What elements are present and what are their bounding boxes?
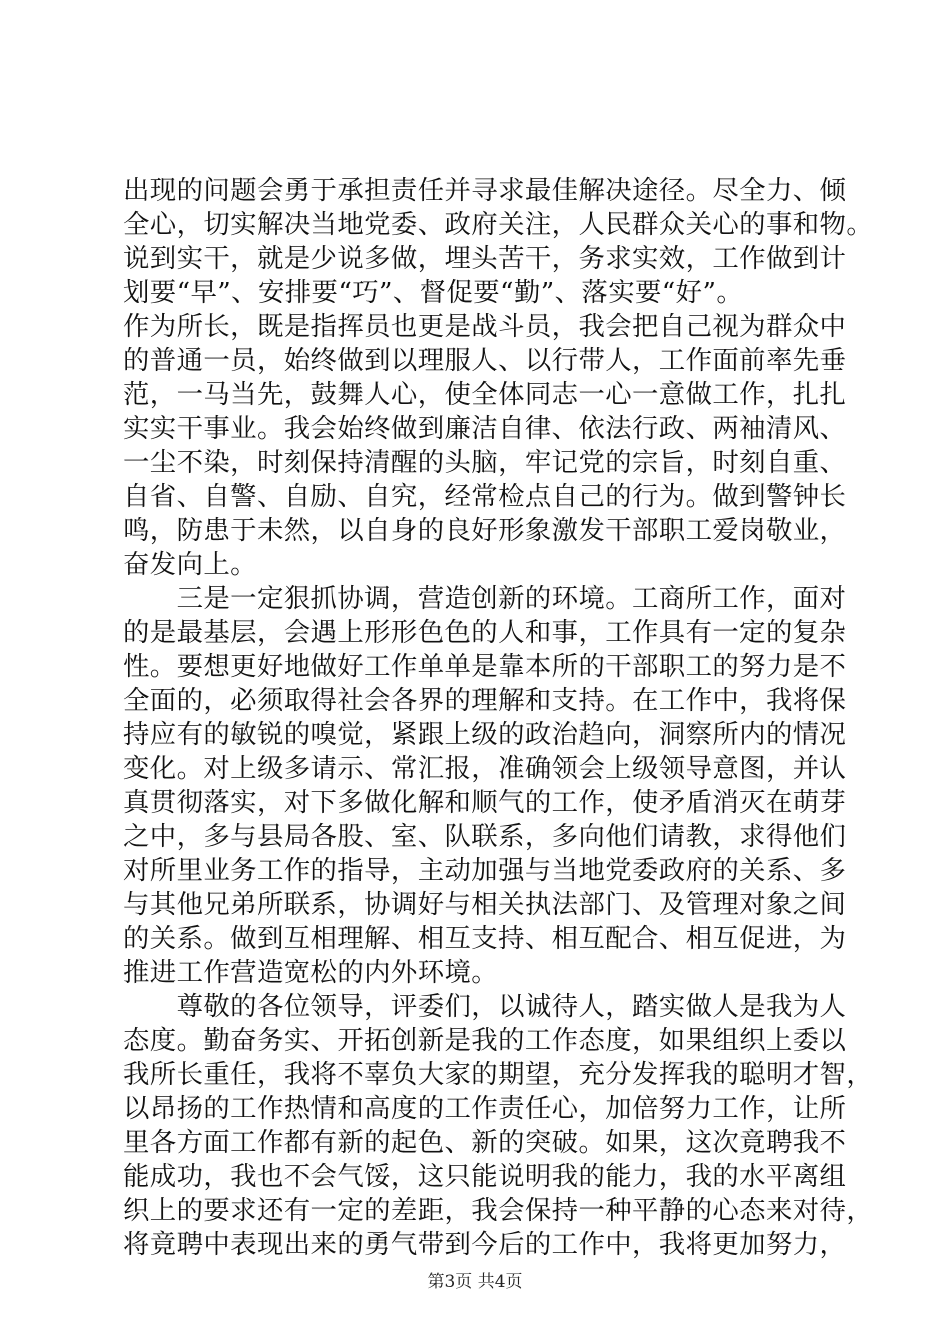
text-line: 鸣，防患于未然，以自身的良好形象激发干部职工爱岗敬业，: [123, 515, 847, 546]
paragraph-start-line: 尊敬的各位领导，评委们，以诚待人，踏实做人是我为人: [123, 991, 847, 1022]
text-line: 之中，多与县局各股、室、队联系，多向他们请教，求得他们: [123, 821, 847, 852]
text-line: 奋发向上。: [123, 549, 257, 580]
text-line: 实实干事业。我会始终做到廉洁自律、依法行政、两袖清风、: [123, 413, 847, 444]
text-line: 能成功，我也不会气馁，这只能说明我的能力，我的水平离组: [123, 1161, 847, 1192]
text-line: 的是最基层，会遇上形形色色的人和事，工作具有一定的复杂: [123, 617, 847, 648]
page-footer: [0, 1272, 950, 1292]
text-line: 真贯彻落实，对下多做化解和顺气的工作，使矛盾消灭在萌芽: [123, 787, 847, 818]
text-line: 我所长重任，我将不辜负大家的期望，充分发挥我的聪明才智，: [123, 1059, 874, 1090]
text-line: 变化。对上级多请示、常汇报，准确领会上级领导意图，并认: [123, 753, 847, 784]
text-line: 一尘不染，时刻保持清醒的头脑，牢记党的宗旨，时刻自重、: [123, 447, 847, 478]
text-line: 作为所长，既是指挥员也更是战斗员，我会把自己视为群众中: [123, 311, 847, 342]
text-line: 与其他兄弟所联系，协调好与相关执法部门、及管理对象之间: [123, 889, 847, 920]
body-text: [123, 174, 874, 1262]
text-line: 自省、自警、自励、自究，经常检点自己的行为。做到警钟长: [123, 481, 847, 512]
text-line: 全心，切实解决当地党委、政府关注，人民群众关心的事和物。: [123, 209, 874, 240]
text-line: 持应有的敏锐的嗅觉，紧跟上级的政治趋向，洞察所内的情况: [123, 719, 847, 750]
text-line: 范，一马当先，鼓舞人心，使全体同志一心一意做工作，扎扎: [123, 379, 847, 410]
text-line: 划要“早”、安排要“巧”、督促要“勤”、落实要“好”。: [123, 277, 744, 308]
text-line: 推进工作营造宽松的内外环境。: [123, 957, 499, 988]
text-line: 全面的，必须取得社会各界的理解和支持。在工作中，我将保: [123, 685, 847, 716]
text-line: 性。要想更好地做好工作单单是靠本所的干部职工的努力是不: [123, 651, 847, 682]
text-line: 态度。勤奋务实、开拓创新是我的工作态度，如果组织上委以: [123, 1025, 847, 1056]
paragraph-start-line: 三是一定狠抓协调，营造创新的环境。工商所工作，面对: [123, 583, 847, 614]
text-line: 以昂扬的工作热情和高度的工作责任心，加倍努力工作，让所: [123, 1093, 847, 1124]
text-line: 对所里业务工作的指导，主动加强与当地党委政府的关系、多: [123, 855, 847, 886]
text-line: 织上的要求还有一定的差距，我会保持一种平静的心态来对待，: [123, 1195, 874, 1226]
text-line: 的普通一员，始终做到以理服人、以行带人，工作面前率先垂: [123, 345, 847, 376]
text-line: 将竟聘中表现出来的勇气带到今后的工作中，我将更加努力，: [123, 1229, 847, 1260]
page-number-label: 第3页 共4页: [427, 1272, 523, 1292]
text-line: 出现的问题会勇于承担责任并寻求最佳解决途径。尽全力、倾: [123, 175, 847, 206]
text-line: 的关系。做到互相理解、相互支持、相互配合、相互促进，为: [123, 923, 847, 954]
text-line: 说到实干，就是少说多做，埋头苦干，务求实效，工作做到计: [123, 243, 847, 274]
text-line: 里各方面工作都有新的起色、新的突破。如果，这次竟聘我不: [123, 1127, 847, 1158]
